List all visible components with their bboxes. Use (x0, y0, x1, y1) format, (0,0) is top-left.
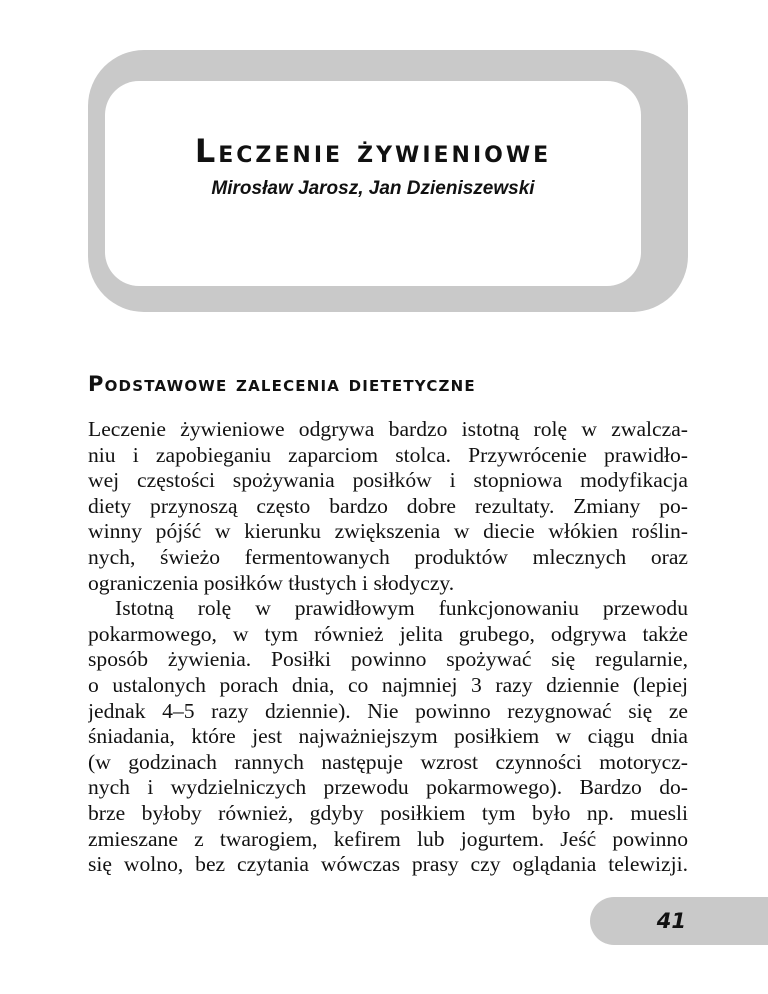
body-text (88, 417, 688, 878)
text-line: wej częstości spożywania posiłków i stopniowa modyfikacja (88, 468, 688, 493)
text-line: (w godzinach rannych następuje wzrost czynności motorycz- (88, 749, 688, 774)
text-line: nych i wydzielniczych przewodu pokarmowego). Bardzo do- (88, 775, 688, 800)
section-heading: Podstawowe zalecenia dietetyczne (88, 372, 476, 396)
text-line: brze byłoby również, gdyby posiłkiem tym było np. muesli (88, 800, 688, 825)
text-line: zmieszane z twarogiem, kefirem lub jogurtem. Jeść powinno (88, 826, 688, 851)
page-number-tab (590, 897, 768, 945)
text-line: o ustalonych porach dnia, co najmniej 3 razy dziennie (lepiej (88, 672, 688, 697)
paragraph-2 (88, 596, 688, 878)
text-line: się wolno, bez czytania wówczas prasy czy oglądania telewizji. (88, 852, 688, 877)
text-line: Leczenie żywieniowe odgrywa bardzo istotną rolę w zwalcza- (88, 417, 688, 441)
text-line: sposób żywienia. Posiłki powinno spożywać się regularnie, (88, 647, 688, 672)
text-line: diety przynoszą często bardzo dobre rezultaty. Zmiany po- (88, 493, 688, 518)
chapter-title: Leczenie żywieniowe (194, 132, 552, 170)
chapter-title-panel (105, 81, 641, 286)
text-line: ograniczenia posiłków tłustych i słodyczy. (88, 570, 455, 595)
chapter-authors: Mirosław Jarosz, Jan Dzieniszewski (211, 178, 535, 199)
text-line: pokarmowego, w tym również jelita grubego, odgrywa także (88, 621, 688, 646)
page-number: 41 (656, 909, 686, 933)
text-line: śniadania, które jest najważniejszym posiłkiem w ciągu dnia (88, 724, 688, 749)
text-line: winny pójść w kierunku zwiększenia w diecie włókien roślin- (88, 519, 688, 544)
text-line: Istotną rolę w prawidłowym funkcjonowaniu przewodu (115, 596, 688, 621)
text-line: jednak 4–5 razy dziennie). Nie powinno rezygnować się ze (88, 698, 688, 723)
paragraph-1 (88, 417, 688, 596)
text-line: nych, świeżo fermentowanych produktów mlecznych oraz (88, 544, 688, 569)
text-line: niu i zapobieganiu zaparciom stolca. Przywrócenie prawidło- (88, 442, 688, 467)
